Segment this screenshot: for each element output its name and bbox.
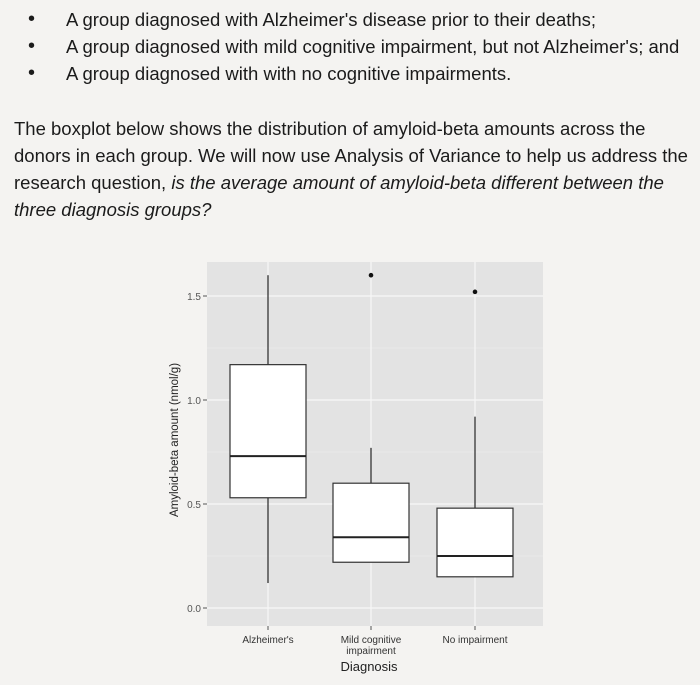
x-tick-label: No impairment — [442, 635, 508, 646]
x-tick-label: impairment — [346, 646, 396, 657]
group-item-mci: • A group diagnosed with mild cognitive impairment, but not Alzheimer's; and — [28, 33, 679, 60]
outlier-point — [369, 273, 374, 278]
x-axis — [242, 626, 507, 657]
research-question: is the average amount of amyloid-beta different between the three diagnosis groups? — [14, 172, 664, 220]
group-item-no-impairment: • A group diagnosed with with no cognitive impairments. — [28, 60, 679, 87]
x-tick-label: Mild cognitive — [340, 635, 402, 646]
description-text: The boxplot below shows the distribution of amyloid-beta amounts across the donors in each group. We will now use Analysis of Variance to help us address the research question, — [14, 118, 688, 193]
y-axis-title: Amyloid-beta amount (nmol/g) — [169, 362, 181, 518]
iqr-box — [437, 508, 513, 577]
iqr-box — [230, 365, 306, 498]
iqr-box — [333, 483, 409, 562]
x-axis-title: Diagnosis — [340, 659, 398, 674]
outlier-point — [473, 290, 478, 295]
y-tick-label: 1.5 — [187, 292, 201, 303]
y-tick-label: 0.5 — [187, 500, 201, 511]
x-tick-label: Alzheimer's — [242, 635, 294, 646]
y-tick-label: 0.0 — [187, 604, 201, 615]
y-axis — [187, 292, 207, 615]
group-item-alzheimers: • A group diagnosed with Alzheimer's disease prior to their deaths; — [28, 6, 679, 33]
y-tick-label: 1.0 — [187, 396, 201, 407]
